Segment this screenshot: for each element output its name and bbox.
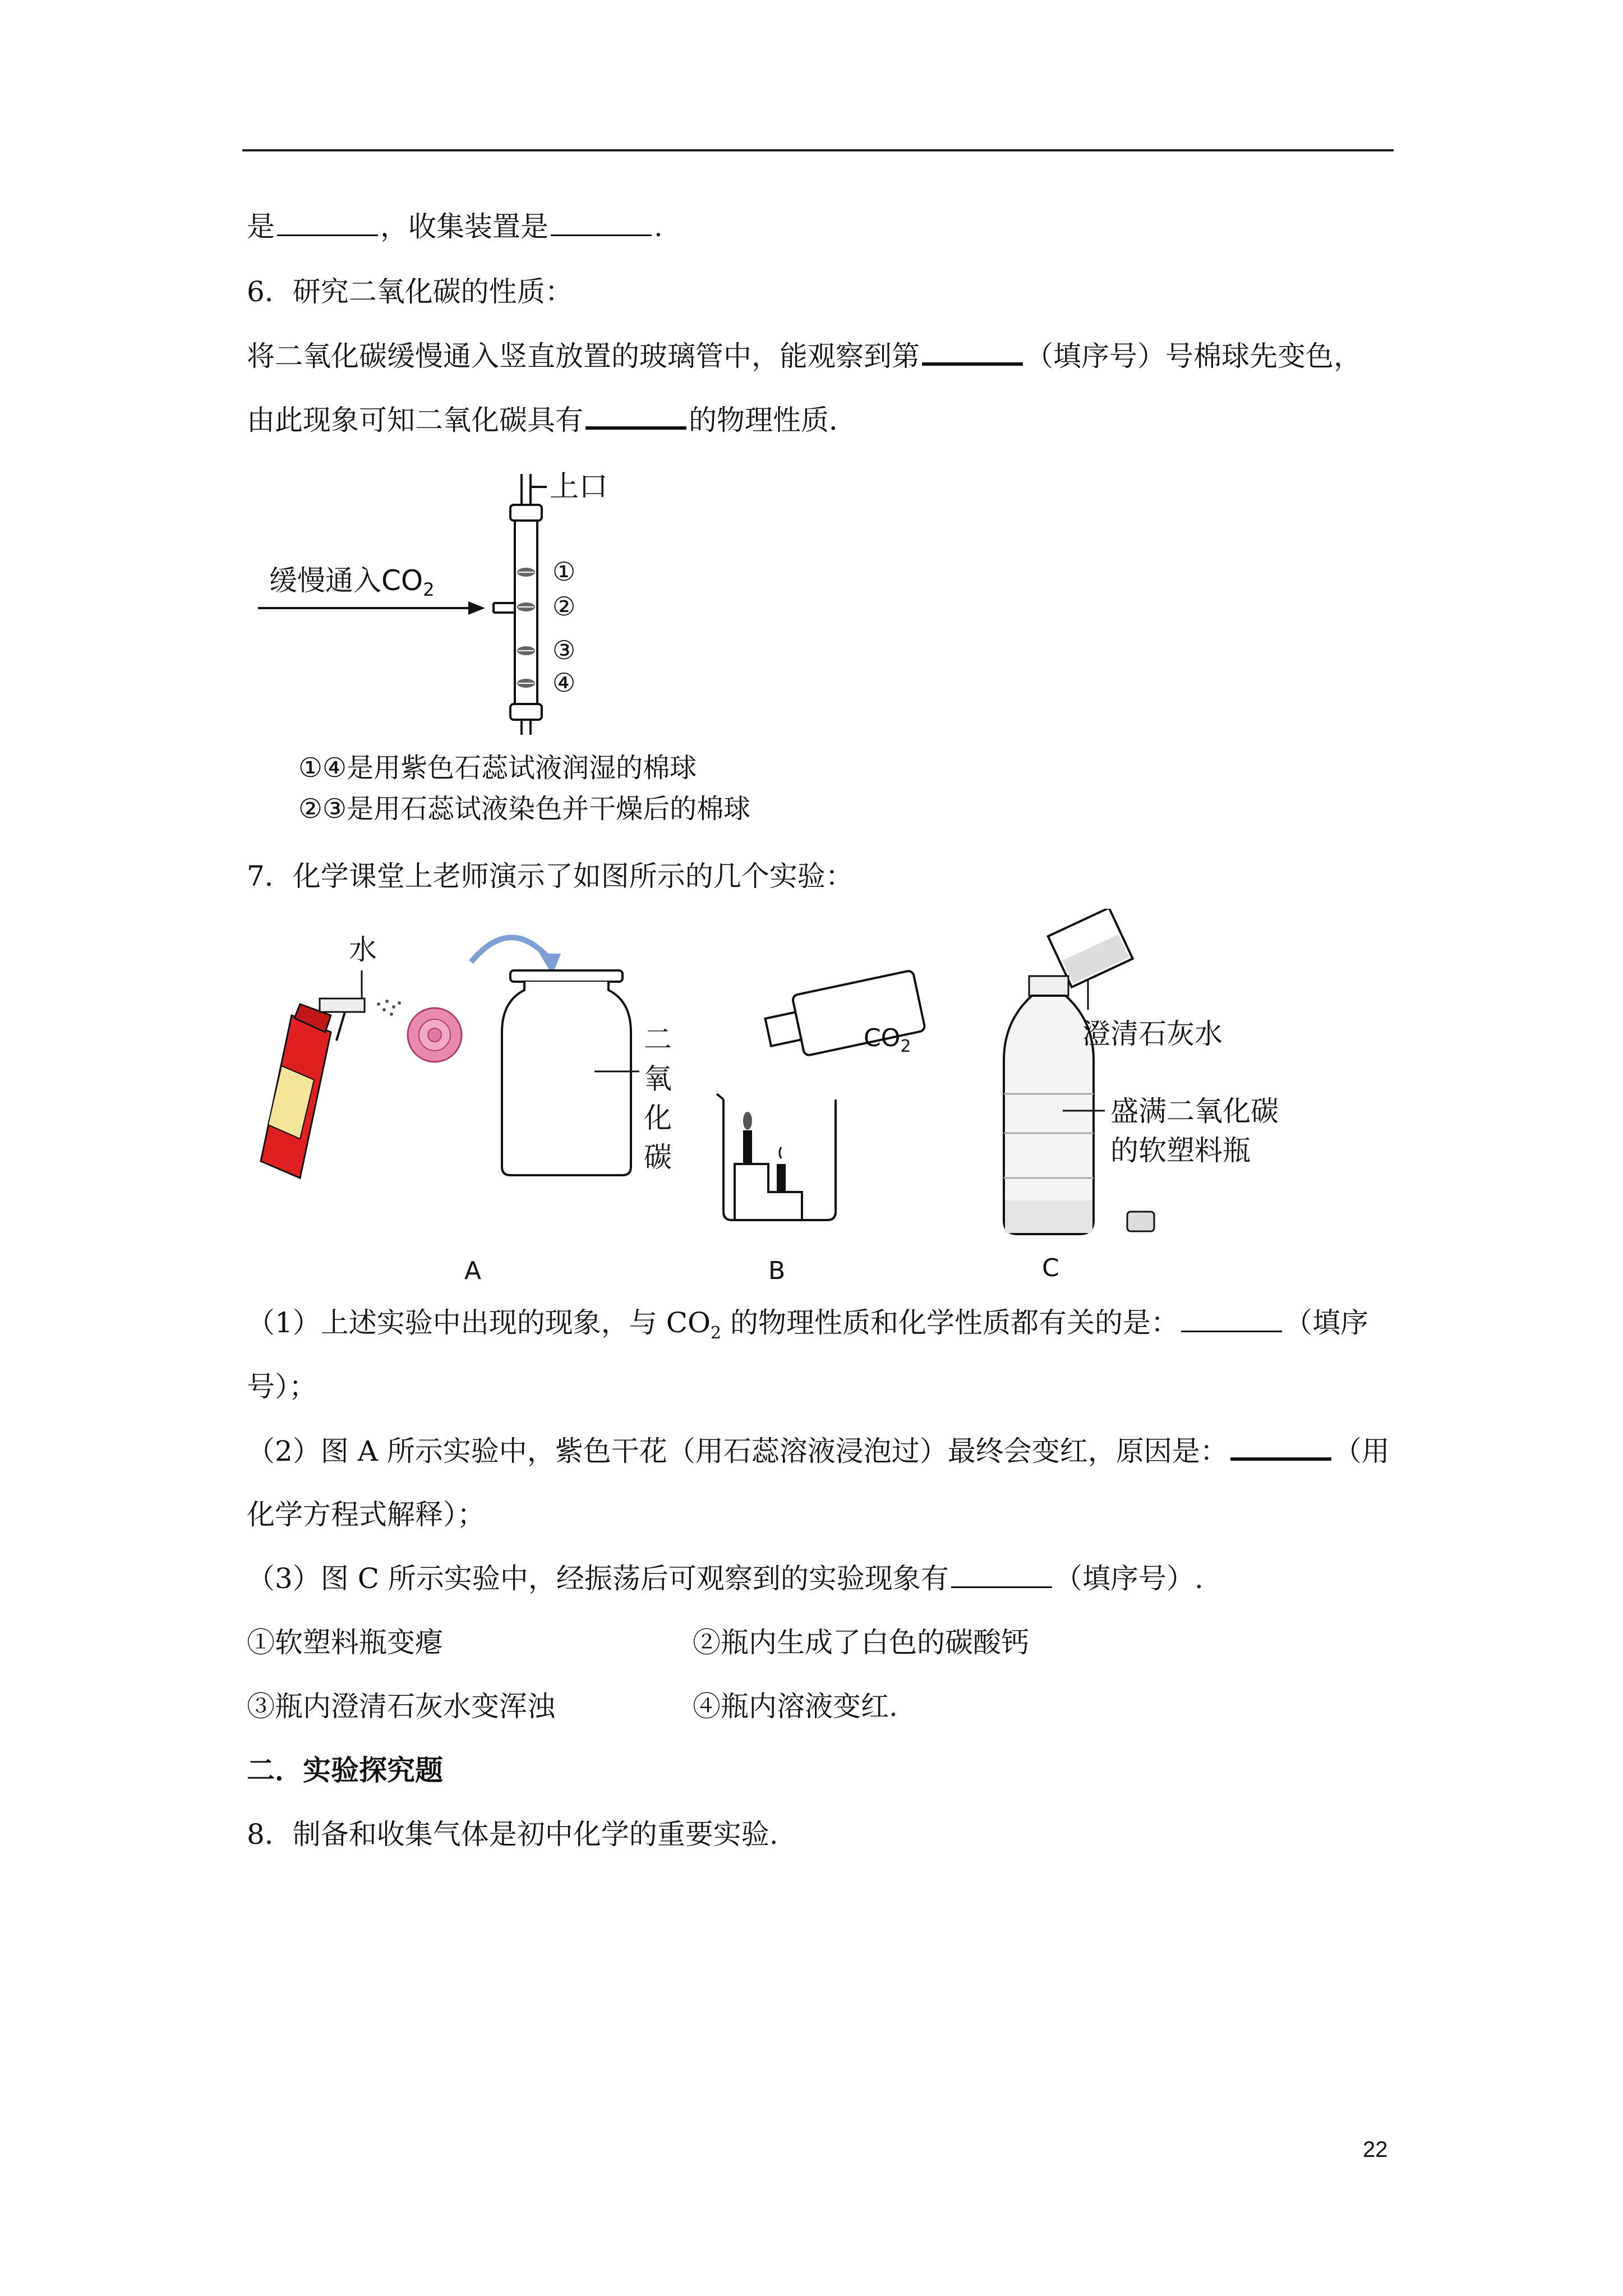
q6-title: 6．研究二氧化碳的性质：: [247, 275, 573, 308]
spray-bottle: [261, 999, 365, 1178]
answer-blank[interactable]: [551, 210, 652, 236]
figure-co2-tube: [247, 466, 864, 836]
bottle-cap: [1127, 1212, 1154, 1231]
answer-blank[interactable]: [1181, 1306, 1282, 1332]
q6-text-2: [247, 402, 857, 438]
gas-label-4: 碳: [644, 1141, 672, 1174]
answer-blank[interactable]: [922, 338, 1023, 366]
bottom-stopper: [510, 704, 542, 720]
q8-text: 8．制备和收集气体是初中化学的重要实验.: [247, 1818, 778, 1851]
cotton-ball-4: [517, 679, 535, 688]
label-a: A: [464, 1257, 482, 1285]
q6-text-1: [247, 338, 1362, 374]
option-3: ③瓶内澄清石灰水变浑浊: [247, 1690, 555, 1723]
cotton-ball-3: [517, 646, 535, 655]
cotton-ball-1: [517, 568, 535, 577]
cotton-ball-2: [517, 602, 535, 611]
water-label: 水: [349, 933, 377, 966]
gas-jar: [502, 970, 631, 1175]
answer-blank[interactable]: [1230, 1433, 1331, 1461]
text-line-1: [247, 209, 663, 245]
q7-part1: [247, 1305, 1368, 1351]
flower: [408, 1008, 462, 1062]
text: 的物理性质．: [689, 404, 857, 436]
page-number: 22: [1363, 2137, 1388, 2162]
figure-experiments: [247, 909, 1312, 1290]
ball-label-2: ②: [552, 591, 576, 622]
note-2: ②③是用石蕊试液染色并干燥后的棉球: [298, 793, 751, 825]
q7-part2: [247, 1433, 1390, 1469]
text: .: [654, 210, 663, 243]
text: （填序号）号棉球先变色，: [1025, 340, 1362, 372]
answer-blank[interactable]: [277, 210, 378, 236]
text: （1）上述实验中出现的现象，与 CO: [247, 1306, 711, 1339]
text: 由此现象可知二氧化碳具有: [247, 404, 583, 436]
text: 将二氧化碳缓慢通入竖直放置的玻璃管中，能观察到第: [247, 340, 920, 372]
note-1: ①④是用紫色石蕊试液润湿的棉球: [298, 752, 697, 784]
gas-label-2: 氧: [644, 1062, 672, 1095]
text: 的物理性质和化学性质都有关的是：: [721, 1306, 1179, 1339]
label-c: C: [1042, 1254, 1059, 1282]
bottle-label-1: 盛满二氧化碳: [1110, 1095, 1279, 1128]
co2-label: $CO_2$: [864, 1024, 911, 1056]
q7-part3: [247, 1561, 1204, 1596]
ball-label-1: ①: [552, 556, 576, 587]
q7-part2-cont: 化学方程式解释）；: [247, 1498, 485, 1531]
pour-arrow: [471, 937, 550, 962]
text: （填序: [1284, 1306, 1368, 1339]
answer-blank[interactable]: [951, 1562, 1052, 1588]
answer-blank[interactable]: [585, 402, 686, 430]
text: （用: [1333, 1435, 1390, 1467]
spray-mist: [377, 1000, 401, 1016]
gas-label-1: 二: [644, 1023, 672, 1056]
text: （2）图 A 所示实验中，紫色干花（用石蕊溶液浸泡过）最终会变红，原因是：: [247, 1435, 1228, 1467]
bottle-label-2: 的软塑料瓶: [1110, 1134, 1251, 1167]
inlet-label: 缓慢通入$CO_2$: [269, 564, 435, 600]
label-b: B: [768, 1257, 786, 1285]
option-4: ④瓶内溶液变红.: [693, 1690, 898, 1723]
text: 是: [247, 210, 275, 243]
top-port-label: 上口: [550, 470, 608, 504]
candle-stand: [735, 1112, 802, 1220]
text: （3）图 C 所示实验中，经振荡后可观察到的实验现象有: [247, 1562, 949, 1595]
text: （填序号）.: [1054, 1562, 1204, 1595]
subscript: 2: [710, 1323, 722, 1343]
q7-title: 7．化学课堂上老师演示了如图所示的几个实验：: [247, 860, 854, 892]
ball-label-3: ③: [552, 635, 576, 665]
section-heading: 二．实验探究题: [247, 1754, 443, 1787]
option-1: ①软塑料瓶变瘪: [247, 1626, 443, 1659]
plastic-bottle: [1004, 976, 1094, 1234]
q7-part1-cont: 号）；: [247, 1370, 317, 1403]
option-2: ②瓶内生成了白色的碳酸钙: [693, 1626, 1029, 1659]
header-rule: [242, 149, 1394, 151]
text: ，收集装置是: [380, 210, 548, 243]
limewater-label: 澄清石灰水: [1082, 1018, 1223, 1050]
gas-label-3: 化: [644, 1102, 672, 1134]
ball-label-4: ④: [552, 668, 576, 698]
top-stopper: [510, 505, 542, 521]
